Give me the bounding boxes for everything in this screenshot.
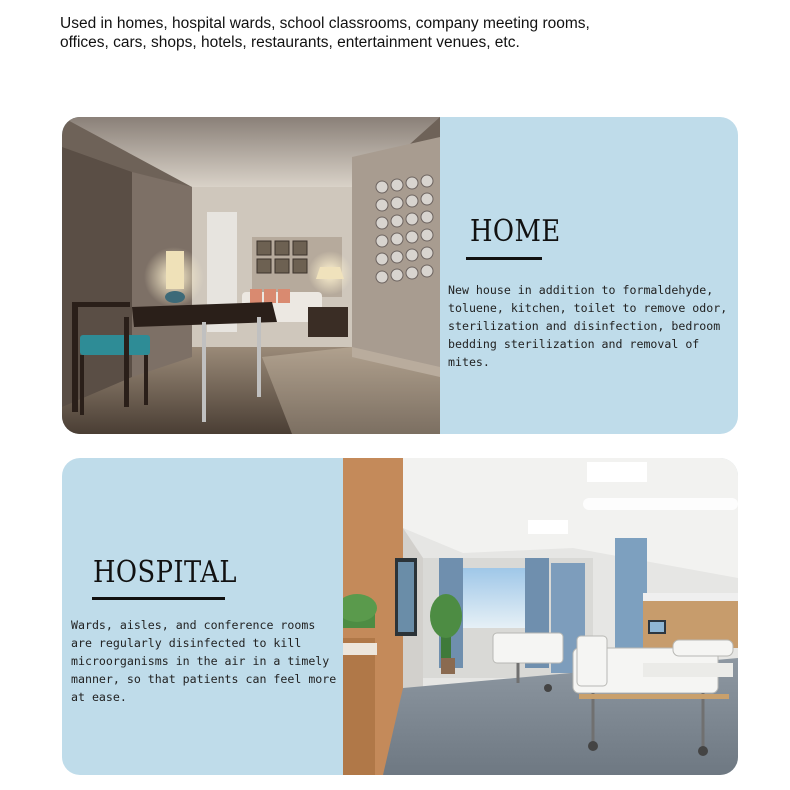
intro-text xyxy=(60,14,740,52)
hospital-desc-line: Wards, aisles, and conference rooms xyxy=(71,618,316,632)
intro-line-2: offices, cars, shops, hotels, restaurants, entertainment venues, etc. xyxy=(60,34,520,51)
home-desc-line: sterilization and disinfection, bedroom xyxy=(448,319,721,333)
home-desc-line: toluene, kitchen, toilet to remove odor, xyxy=(448,301,728,315)
home-card xyxy=(62,117,738,434)
hospital-description xyxy=(71,616,336,706)
home-desc-line: bedding sterilization and removal of xyxy=(448,337,700,351)
home-heading: HOME xyxy=(470,214,561,249)
intro-line-1: Used in homes, hospital wards, school classrooms, company meeting rooms, xyxy=(60,15,590,32)
home-description xyxy=(448,281,727,371)
home-desc-line: New house in addition to formaldehyde, xyxy=(448,283,714,297)
hospital-desc-line: at ease. xyxy=(71,690,127,704)
home-desc-line: mites. xyxy=(448,355,490,369)
home-interior-photo xyxy=(62,117,440,434)
hospital-desc-line: manner, so that patients can feel more xyxy=(71,672,337,686)
hospital-heading-underline xyxy=(92,597,225,600)
hospital-ward-photo xyxy=(343,458,738,775)
hospital-desc-line: microorganisms in the air in a timely xyxy=(71,654,330,668)
hospital-heading: HOSPITAL xyxy=(93,555,237,590)
home-heading-underline xyxy=(466,257,542,260)
hospital-desc-line: are regularly disinfected to kill xyxy=(71,636,302,650)
hospital-card xyxy=(62,458,738,775)
